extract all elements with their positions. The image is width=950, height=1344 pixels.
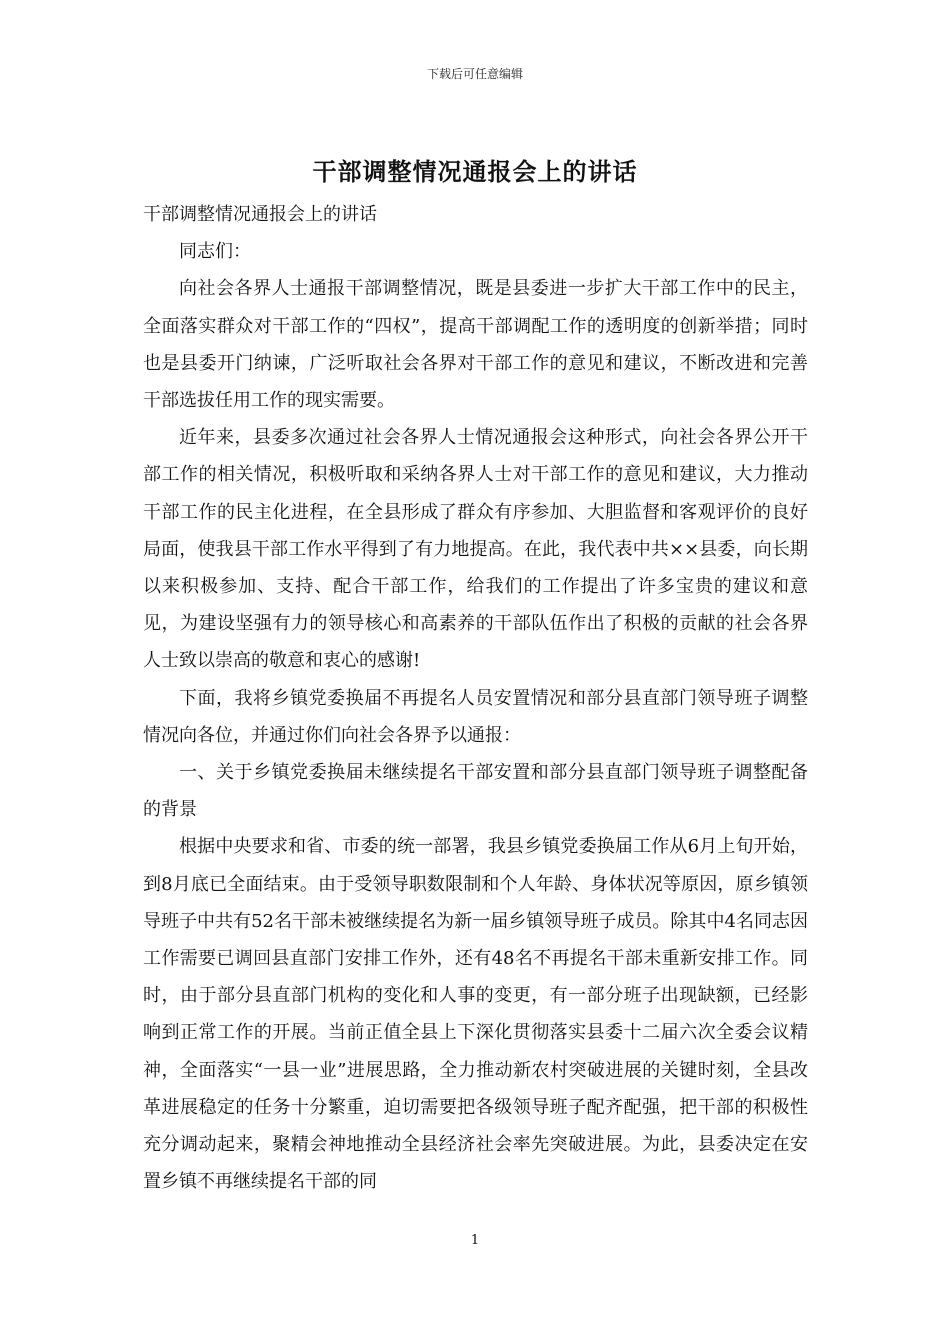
paragraph: 向社会各界人士通报干部调整情况，既是县委进一步扩大干部工作中的民主，全面落实群众对干部工作的“四权”，提高干部调配工作的透明度的创新举措；同时也是县委开门纳谏，广泛听取社会各界对干部工作的意见和建议，不断改进和完善干部选拔任用工作的现实需要。 [143,278,808,412]
paragraph: 近年来，县委多次通过社会各界人士情况通报会这种形式，向社会各界公开干部工作的相关情况，积极听取和采纳各界人士对干部工作的意见和建议，大力推动干部工作的民主化进程，在全县形成了群众有序参加、大胆监督和客观评价的良好局面，使我县干部工作水平得到了有力地提高。在此，我代表中共××县委，向长期以来积极参加、支持、配合干部工作，给我们的工作提出了许多宝贵的建议和意见，为建设坚强有力的领导核心和高素养的干部队伍作出了积极的贡献的社会各界人士致以崇高的敬意和衷心的感谢! [143,427,808,672]
subtitle-line: 干部调整情况通报会上的讲话 [143,204,377,225]
paragraph: 下面，我将乡镇党委换届不再提名人员安置情况和部分县直部门领导班子调整情况向各位，并通过你们向社会各界予以通报： [143,687,808,746]
page-header-note: 下载后可任意编辑 [426,67,523,81]
document-title: 干部调整情况通报会上的讲话 [312,157,638,186]
salutation: 同志们： [179,241,251,263]
page-number: 1 [470,1233,480,1248]
section-heading: 一、关于乡镇党委换届未继续提名干部安置和部分县直部门领导班子调整配备的背景 [143,762,808,821]
paragraph: 根据中央要求和省、市委的统一部署，我县乡镇党委换届工作从6月上旬开始，到8月底已全面结束。由于受领导职数限制和个人年龄、身体状况等原因，原乡镇领导班子中共有52名干部未被继续提名为新一届乡镇领导班子成员。除其中4名同志因工作需要已调回县直部门安排工作外，还有48名不再提名干部未重新安排工作。同时，由于部分县直部门机构的变化和人事的变更，有一部分班子出现缺额，已经影响到正常工作的开展。当前正值全县上下深化贯彻落实县委十二届六次全委会议精神，全面落实“一县一业”进展思路，全力推动新农村突破进展的关键时刻，全县改革进展稳定的任务十分繁重，迫切需要把各级领导班子配齐配强，把干部的积极性充分调动起来，聚精会神地推动全县经济社会率先突破进展。为此，县委决定在安置乡镇不再继续提名干部的同 [143,836,808,1193]
document-body [143,196,808,1200]
